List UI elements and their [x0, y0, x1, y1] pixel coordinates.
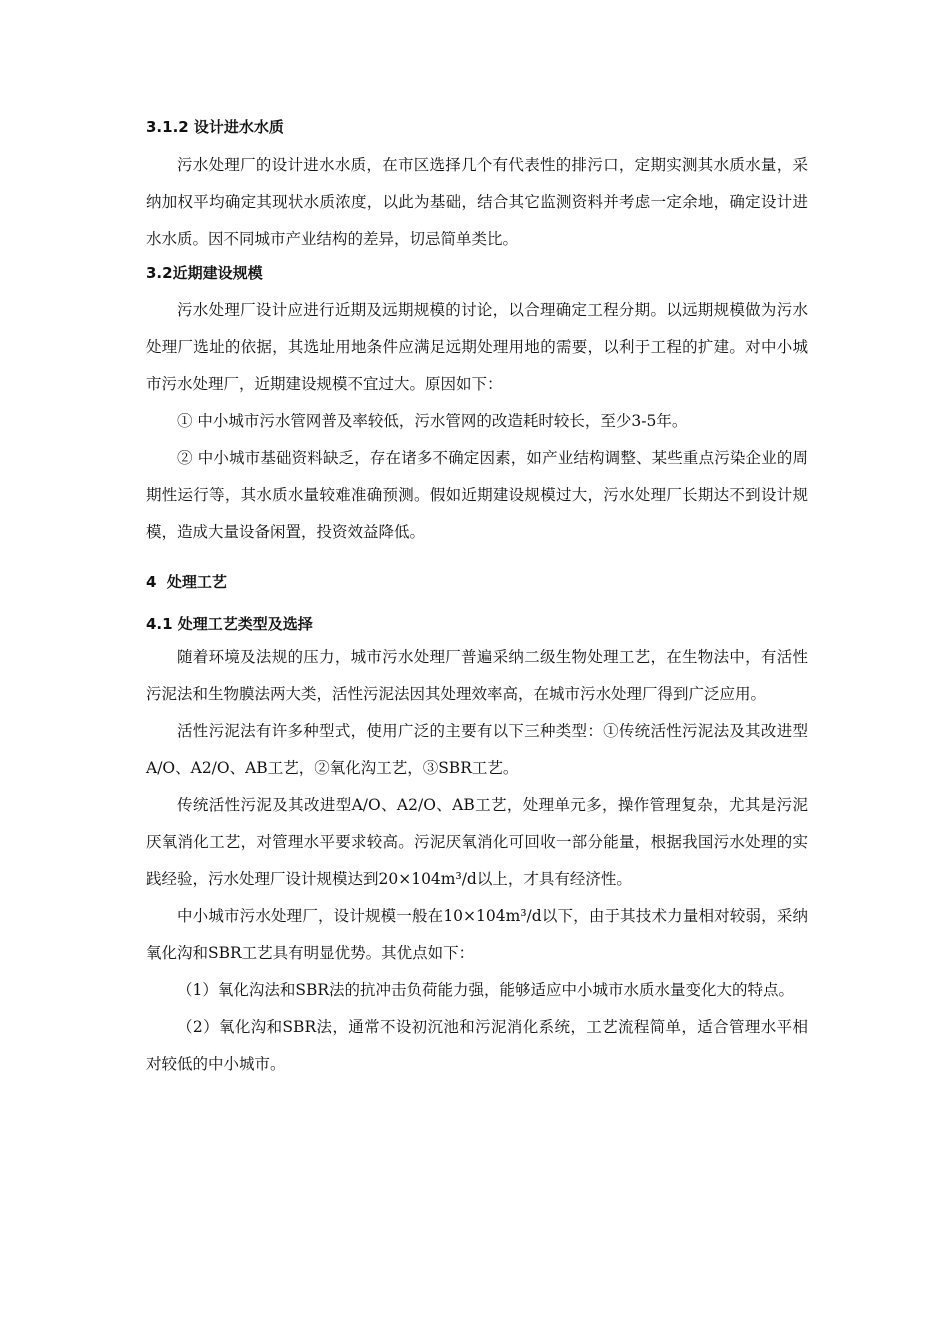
section-heading-3-1-2: 3.1.2 设计进水水质	[146, 118, 284, 136]
list-item-reason-2: ② 中小城市基础资料缺乏，存在诸多不确定因素，如产业结构调整、某些重点污染企业的周期性运行等，其水质水量较难准确预测。假如近期建设规模过大，污水处理厂长期达不到设计规模，造成大量设备闲置，投资效益降低。	[146, 449, 808, 541]
section-heading-4: 4 处理工艺	[146, 573, 227, 591]
list-item-advantage-2: （2）氧化沟和SBR法，通常不设初沉池和污泥消化系统，工艺流程简单，适合管理水平相对较低的中小城市。	[146, 1018, 808, 1073]
paragraph-small-city-plants: 中小城市污水处理厂，设计规模一般在10×104m³/d以下，由于其技术力量相对较弱，采纳氧化沟和SBR工艺具有明显优势。其优点如下：	[146, 907, 808, 962]
paragraph-water-quality: 污水处理厂的设计进水水质，在市区选择几个有代表性的排污口，定期实测其水质水量，采纳加权平均确定其现状水质浓度，以此为基础，结合其它监测资料并考虑一定余地，确定设计进水水质。因不同城市产业结构的差异，切忌简单类比。	[146, 156, 808, 248]
paragraph-activated-sludge-types: 活性污泥法有许多种型式，使用广泛的主要有以下三种类型：①传统活性污泥法及其改进型A/O、A2/O、AB工艺，②氧化沟工艺，③SBR工艺。	[146, 722, 808, 777]
section-heading-4-1: 4.1 处理工艺类型及选择	[146, 615, 313, 633]
list-item-reason-1: ① 中小城市污水管网普及率较低，污水管网的改造耗时较长，至少3-5年。	[177, 412, 688, 430]
paragraph-biological-treatment: 随着环境及法规的压力，城市污水处理厂普遍采纳二级生物处理工艺，在生物法中，有活性污泥法和生物膜法两大类，活性污泥法因其处理效率高，在城市污水处理厂得到广泛应用。	[146, 648, 808, 703]
document-page	[146, 116, 808, 1083]
paragraph-traditional-process: 传统活性污泥及其改进型A/O、A2/O、AB工艺，处理单元多，操作管理复杂，尤其是污泥厌氧消化工艺，对管理水平要求较高。污泥厌氧消化可回收一部分能量，根据我国污水处理的实践经验，污水处理厂设计规模达到20×104m³/d以上，才具有经济性。	[146, 796, 808, 888]
paragraph-construction-scale: 污水处理厂设计应进行近期及远期规模的讨论，以合理确定工程分期。以远期规模做为污水处理厂选址的依据，其选址用地条件应满足远期处理用地的需要，以利于工程的扩建。对中小城市污水处理厂，近期建设规模不宜过大。原因如下：	[146, 301, 808, 393]
list-item-advantage-1: （1）氧化沟法和SBR法的抗冲击负荷能力强，能够适应中小城市水质水量变化大的特点。	[177, 981, 795, 999]
section-heading-3-2: 3.2近期建设规模	[146, 264, 263, 282]
